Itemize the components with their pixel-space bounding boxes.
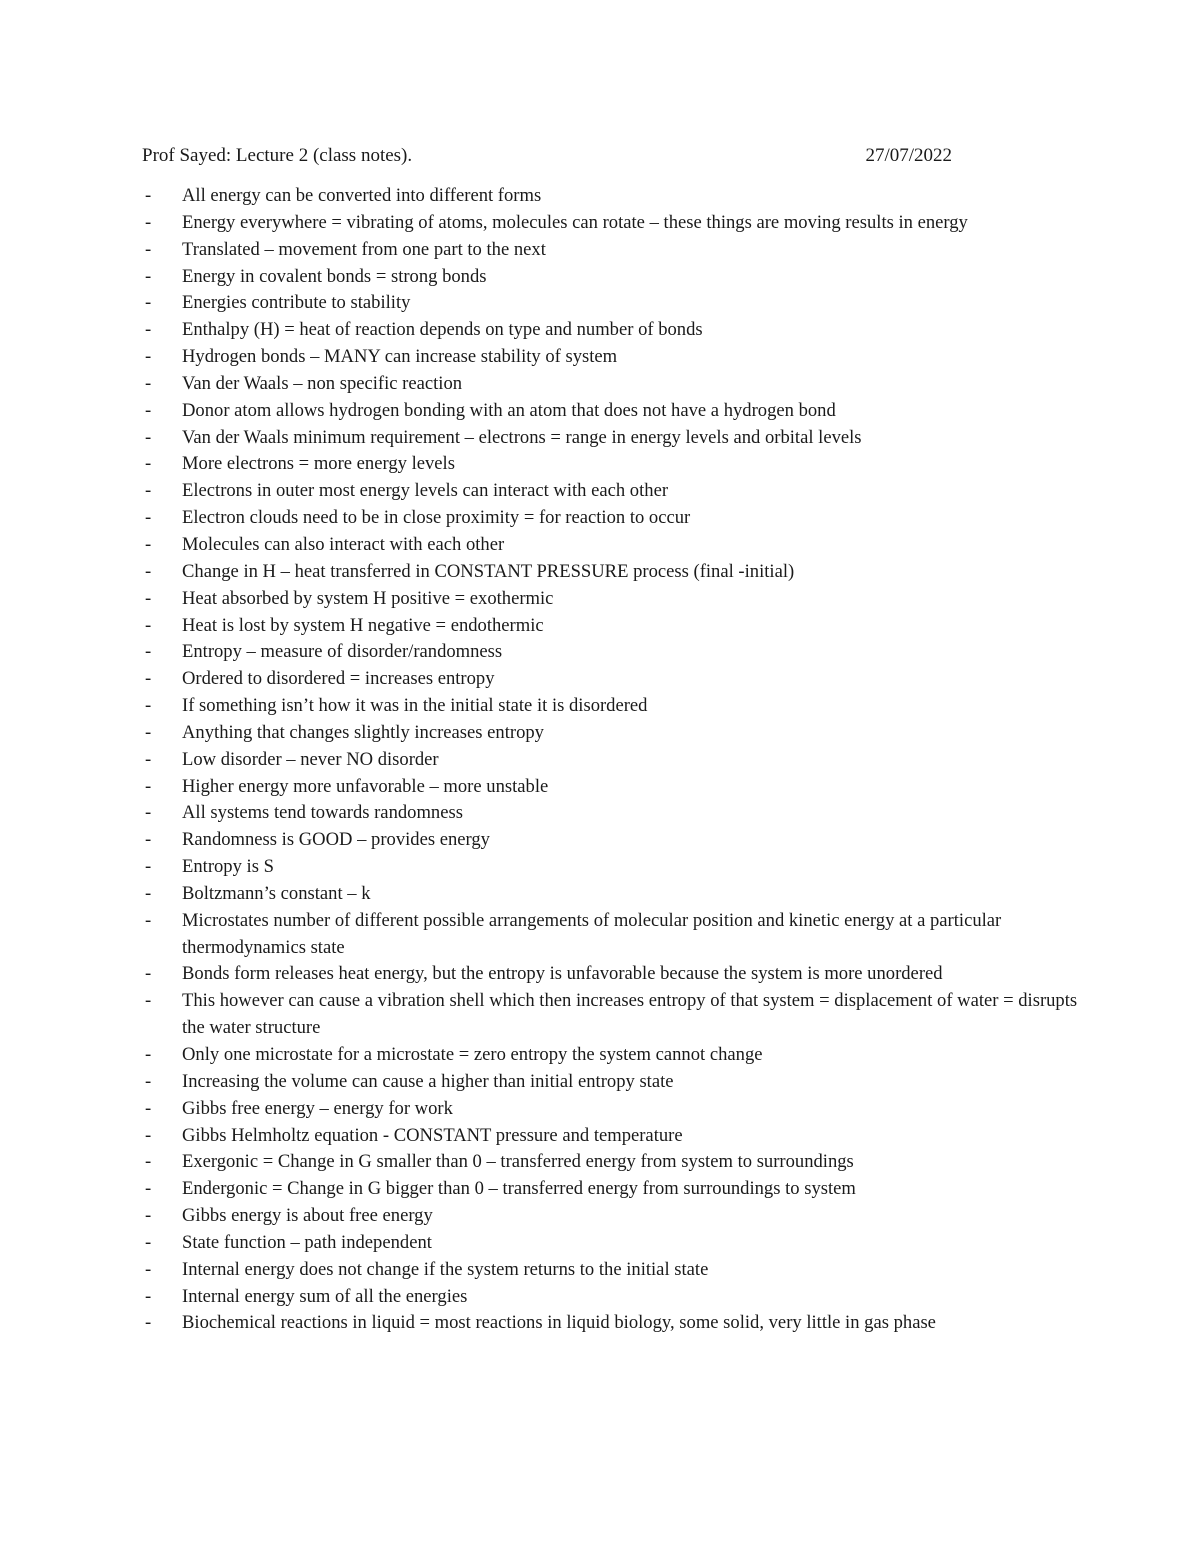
note-text: Entropy – measure of disorder/randomness (182, 641, 503, 663)
note-item (0, 425, 1082, 452)
bullet-dash: - (145, 1124, 152, 1146)
note-text: Anything that changes slightly increases entropy (182, 721, 544, 743)
note-text: Randomness is GOOD – provides energy (182, 829, 490, 851)
note-item (0, 774, 1082, 801)
note-item (0, 827, 1082, 854)
notes-list (0, 183, 1200, 1337)
bullet-dash: - (145, 614, 152, 636)
note-item (0, 371, 1082, 398)
note-item (0, 1203, 1082, 1230)
note-item (0, 210, 1082, 237)
note-text: Energy everywhere = vibrating of atoms, molecules can rotate – these things are moving results in energy (182, 211, 968, 233)
note-text: Energy in covalent bonds = strong bonds (182, 265, 487, 287)
page-title: Prof Sayed: Lecture 2 (class notes). (142, 145, 413, 166)
note-text: Higher energy more unfavorable – more unstable (182, 775, 549, 797)
note-text: Internal energy does not change if the system returns to the initial state (182, 1258, 709, 1280)
note-item (0, 451, 1082, 478)
note-text: Translated – movement from one part to the next (182, 238, 546, 260)
note-item (0, 747, 1082, 774)
note-item (0, 1069, 1082, 1096)
note-text: Gibbs free energy – energy for work (182, 1097, 453, 1119)
note-item (0, 720, 1082, 747)
note-text: Electron clouds need to be in close proximity = for reaction to occur (182, 507, 691, 529)
bullet-dash: - (145, 1285, 152, 1307)
bullet-dash: - (145, 695, 152, 717)
bullet-dash: - (145, 346, 152, 368)
bullet-dash: - (145, 1312, 152, 1334)
note-item (0, 639, 1082, 666)
note-item (0, 559, 1082, 586)
bullet-dash: - (145, 775, 152, 797)
note-item (0, 908, 1082, 962)
note-text: Van der Waals – non specific reaction (182, 372, 463, 394)
note-item (0, 1284, 1082, 1311)
note-item (0, 693, 1082, 720)
page-header (142, 143, 952, 169)
note-item (0, 988, 1082, 1042)
note-text: Only one microstate for a microstate = zero entropy the system cannot change (182, 1044, 763, 1065)
note-item (0, 800, 1082, 827)
note-text: All systems tend towards randomness (182, 802, 463, 824)
lecture-date: 27/07/2022 (865, 145, 952, 166)
note-text: Biochemical reactions in liquid = most reactions in liquid biology, some solid, very little in gas phase (182, 1312, 936, 1334)
note-text: Hydrogen bonds – MANY can increase stability of system (182, 346, 618, 368)
bullet-dash: - (145, 802, 152, 824)
note-text: Internal energy sum of all the energies (182, 1285, 468, 1307)
note-item (0, 1310, 1082, 1337)
note-item (0, 505, 1082, 532)
bullet-dash: - (145, 1205, 152, 1227)
note-text: Heat absorbed by system H positive = exothermic (182, 587, 554, 609)
note-text: Entropy is S (182, 856, 274, 878)
bullet-dash: - (145, 1044, 152, 1065)
note-text: Gibbs energy is about free energy (182, 1205, 433, 1227)
note-item (0, 237, 1082, 264)
note-text: Energies contribute to stability (182, 292, 411, 314)
bullet-dash: - (145, 829, 152, 851)
note-item (0, 290, 1082, 317)
bullet-dash: - (145, 292, 152, 314)
note-text: State function – path independent (182, 1231, 432, 1253)
note-text: Enthalpy (H) = heat of reaction depends on type and number of bonds (182, 319, 703, 341)
bullet-dash: - (145, 480, 152, 502)
bullet-dash: - (145, 721, 152, 743)
note-text: Low disorder – never NO disorder (182, 748, 439, 770)
note-text: Change in H – heat transferred in CONSTANT PRESSURE process (final -initial) (182, 560, 795, 582)
bullet-dash: - (145, 856, 152, 878)
bullet-dash: - (145, 668, 152, 690)
note-text: This however can cause a vibration shell which then increases entropy of that system = displacement of water = disrupts the water structure (182, 990, 1078, 1039)
bullet-dash: - (145, 372, 152, 394)
note-text: Donor atom allows hydrogen bonding with an atom that does not have a hydrogen bond (182, 399, 836, 421)
bullet-dash: - (145, 1178, 152, 1200)
bullet-dash: - (145, 990, 152, 1012)
note-text: Boltzmann’s constant – k (182, 882, 371, 904)
bullet-dash: - (145, 1231, 152, 1253)
note-item (0, 317, 1082, 344)
bullet-dash: - (145, 1097, 152, 1119)
note-text: Gibbs Helmholtz equation - CONSTANT pressure and temperature (182, 1124, 683, 1146)
bullet-dash: - (145, 909, 152, 931)
note-item (0, 264, 1082, 291)
note-text: If something isn’t how it was in the initial state it is disordered (182, 695, 648, 717)
note-text: Van der Waals minimum requirement – electrons = range in energy levels and orbital levels (182, 426, 862, 448)
note-item (0, 478, 1082, 505)
bullet-dash: - (145, 453, 152, 475)
bullet-dash: - (145, 265, 152, 287)
bullet-dash: - (145, 1258, 152, 1280)
bullet-dash: - (145, 533, 152, 555)
bullet-dash: - (145, 319, 152, 341)
note-text: Increasing the volume can cause a higher than initial entropy state (182, 1070, 674, 1092)
bullet-dash: - (145, 426, 152, 448)
note-item (0, 586, 1082, 613)
note-text: Molecules can also interact with each other (182, 533, 505, 555)
bullet-dash: - (145, 1151, 152, 1173)
note-item (0, 398, 1082, 425)
bullet-dash: - (145, 507, 152, 529)
note-text: Endergonic = Change in G bigger than 0 – transferred energy from surroundings to system (182, 1178, 856, 1200)
bullet-dash: - (145, 1070, 152, 1092)
note-item (0, 1042, 1082, 1069)
note-item (0, 1149, 1082, 1176)
note-item (0, 1257, 1082, 1284)
bullet-dash: - (145, 185, 152, 206)
note-text: Heat is lost by system H negative = endothermic (182, 614, 544, 636)
note-item (0, 1096, 1082, 1123)
note-item (0, 666, 1082, 693)
note-item (0, 1123, 1082, 1150)
note-item (0, 532, 1082, 559)
note-item (0, 881, 1082, 908)
note-text: Microstates number of different possible arrangements of molecular position and kinetic energy at a particular thermodynamics state (182, 909, 1002, 958)
note-text: More electrons = more energy levels (182, 453, 455, 475)
note-item (0, 961, 1082, 988)
note-item (0, 183, 1082, 210)
bullet-dash: - (145, 560, 152, 582)
note-item (0, 613, 1082, 640)
bullet-dash: - (145, 587, 152, 609)
bullet-dash: - (145, 399, 152, 421)
bullet-dash: - (145, 748, 152, 770)
note-text: All energy can be converted into different forms (182, 185, 542, 206)
note-item (0, 1230, 1082, 1257)
bullet-dash: - (145, 963, 152, 985)
note-text: Exergonic = Change in G smaller than 0 – transferred energy from system to surroundings (182, 1151, 854, 1173)
bullet-dash: - (145, 238, 152, 260)
note-item (0, 1176, 1082, 1203)
bullet-dash: - (145, 882, 152, 904)
note-item (0, 344, 1082, 371)
note-text: Bonds form releases heat energy, but the entropy is unfavorable because the system is more unordered (182, 963, 943, 985)
bullet-dash: - (145, 641, 152, 663)
note-text: Ordered to disordered = increases entropy (182, 668, 495, 690)
note-text: Electrons in outer most energy levels can interact with each other (182, 480, 669, 502)
note-item (0, 854, 1082, 881)
bullet-dash: - (145, 211, 152, 233)
